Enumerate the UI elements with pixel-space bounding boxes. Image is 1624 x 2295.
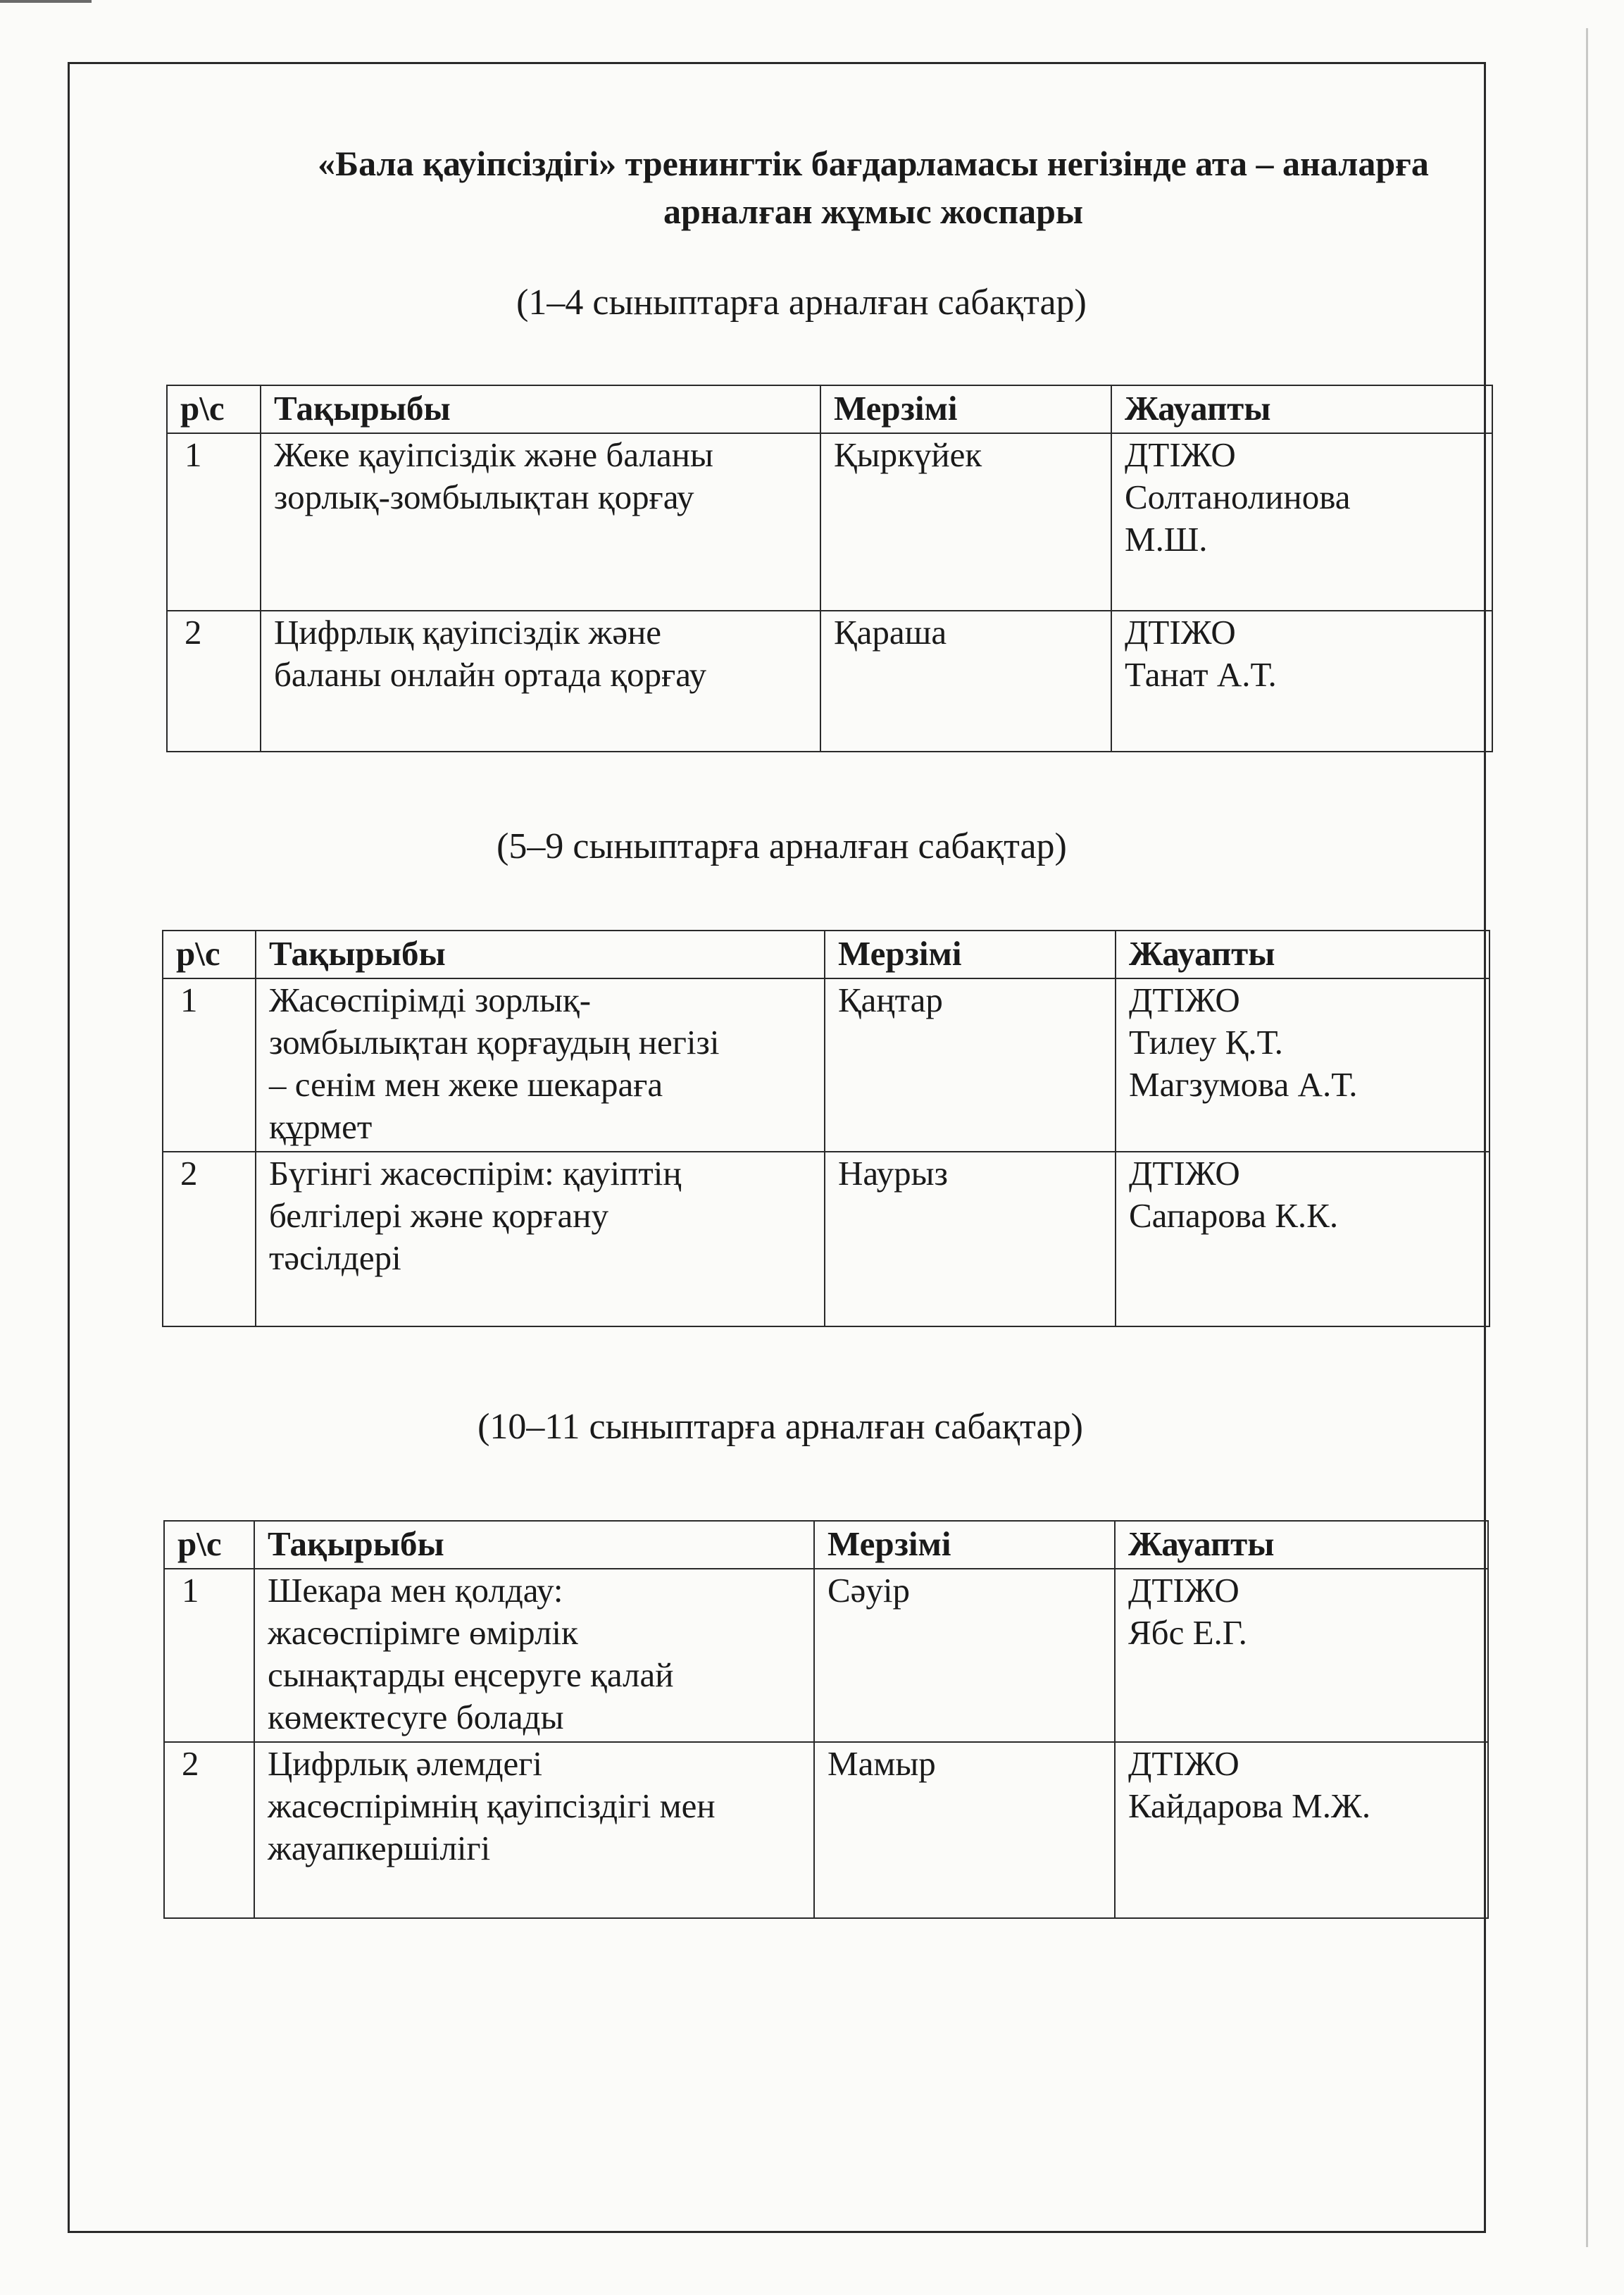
scan-edge-line [1586, 28, 1588, 2247]
table-row [167, 433, 1492, 611]
topic-line: сынақтарды еңсеруге қалай [268, 1655, 674, 1694]
row-number: 2 [167, 611, 261, 752]
topic-line: жауапкершілігі [268, 1829, 491, 1867]
responsible-line: Тилеу Қ.Т. [1129, 1023, 1283, 1062]
topic-line: жасөспірімнің қауіпсіздігі мен [268, 1786, 716, 1825]
responsible-line: ДТІЖО [1125, 613, 1236, 652]
topic-line: Бүгінгі жасөспірім: қауіптің [269, 1154, 682, 1193]
responsible-line: Танат А.Т. [1125, 655, 1277, 694]
responsible-line: ДТІЖО [1129, 981, 1240, 1019]
row-topic [254, 1742, 814, 1918]
topic-line: көмектесуге болады [268, 1698, 564, 1736]
column-header-num: р\с [164, 1521, 254, 1569]
row-number: 1 [167, 433, 261, 611]
section-subtitle: (5–9 сыныптарға арналған сабақтар) [496, 826, 1067, 866]
title-line: арналған жұмыс жоспары [663, 192, 1084, 231]
row-responsible [1115, 1742, 1488, 1918]
column-header-responsible: Жауапты [1111, 385, 1492, 433]
plan-table [166, 385, 1493, 752]
row-responsible [1116, 1152, 1489, 1326]
responsible-line: М.Ш. [1125, 520, 1208, 559]
table-row [164, 1569, 1488, 1742]
topic-line: – сенім мен жеке шекараға [269, 1065, 663, 1104]
column-header-responsible: Жауапты [1116, 931, 1489, 978]
row-number: 1 [163, 978, 256, 1152]
plan-table [162, 930, 1490, 1327]
row-topic [256, 1152, 825, 1326]
row-date: Қаңтар [825, 978, 1116, 1152]
row-date: Қараша [820, 611, 1111, 752]
row-responsible [1111, 433, 1492, 611]
topic-line: тәсілдері [269, 1238, 401, 1277]
topic-line: баланы онлайн ортада қорғау [274, 655, 707, 694]
responsible-line: ДТІЖО [1125, 435, 1236, 474]
responsible-line: ДТІЖО [1128, 1571, 1239, 1610]
responsible-line: ДТІЖО [1129, 1154, 1240, 1193]
row-number: 1 [164, 1569, 254, 1742]
topic-line: жасөспірімге өмірлік [268, 1613, 578, 1652]
topic-line: Шекара мен қолдау: [268, 1571, 563, 1610]
row-topic [254, 1569, 814, 1742]
responsible-line: Солтанолинова [1125, 478, 1351, 516]
row-number: 2 [164, 1742, 254, 1918]
row-date: Қыркүйек [820, 433, 1111, 611]
responsible-line: ДТІЖО [1128, 1744, 1239, 1783]
topic-line: зорлық-зомбылықтан қорғау [274, 478, 694, 516]
column-header-topic: Тақырыбы [261, 385, 820, 433]
topic-line: Жасөспірімді зорлық- [269, 981, 592, 1019]
row-topic [261, 433, 820, 611]
topic-line: зомбылықтан қорғаудың негізі [269, 1023, 720, 1062]
document-title [239, 139, 1507, 235]
section-subtitle: (1–4 сыныптарға арналған сабақтар) [516, 282, 1087, 323]
responsible-line: Кайдарова М.Ж. [1128, 1786, 1371, 1825]
row-date: Сәуір [814, 1569, 1115, 1742]
title-line: «Бала қауіпсіздігі» тренингтік бағдарламасы негізінде ата – аналарға [318, 144, 1429, 183]
column-header-topic: Тақырыбы [254, 1521, 814, 1569]
responsible-line: Сапарова К.К. [1129, 1196, 1339, 1235]
topic-line: құрмет [269, 1107, 373, 1146]
row-topic [256, 978, 825, 1152]
row-topic [261, 611, 820, 752]
column-header-date: Мерзімі [820, 385, 1111, 433]
topic-line: Цифрлық қауіпсіздік және [274, 613, 662, 652]
column-header-responsible: Жауапты [1115, 1521, 1488, 1569]
responsible-line: Ябс Е.Г. [1128, 1613, 1247, 1652]
column-header-date: Мерзімі [825, 931, 1116, 978]
table-header-row [164, 1521, 1488, 1569]
row-responsible [1111, 611, 1492, 752]
table-row [164, 1742, 1488, 1918]
table-row [163, 978, 1489, 1152]
row-responsible [1115, 1569, 1488, 1742]
table-row [163, 1152, 1489, 1326]
column-header-date: Мерзімі [814, 1521, 1115, 1569]
table-row [167, 611, 1492, 752]
scan-edge-mark [0, 0, 92, 3]
column-header-topic: Тақырыбы [256, 931, 825, 978]
topic-line: Жеке қауіпсіздік және баланы [274, 435, 713, 474]
column-header-num: р\с [163, 931, 256, 978]
row-responsible [1116, 978, 1489, 1152]
topic-line: Цифрлық әлемдегі [268, 1744, 542, 1783]
responsible-line: Магзумова А.Т. [1129, 1065, 1358, 1104]
section-subtitle: (10–11 сыныптарға арналған сабақтар) [477, 1407, 1083, 1447]
row-number: 2 [163, 1152, 256, 1326]
column-header-num: р\с [167, 385, 261, 433]
table-header-row [167, 385, 1492, 433]
row-date: Мамыр [814, 1742, 1115, 1918]
row-date: Наурыз [825, 1152, 1116, 1326]
table-header-row [163, 931, 1489, 978]
plan-table [163, 1520, 1489, 1919]
topic-line: белгілері және қорғану [269, 1196, 608, 1235]
